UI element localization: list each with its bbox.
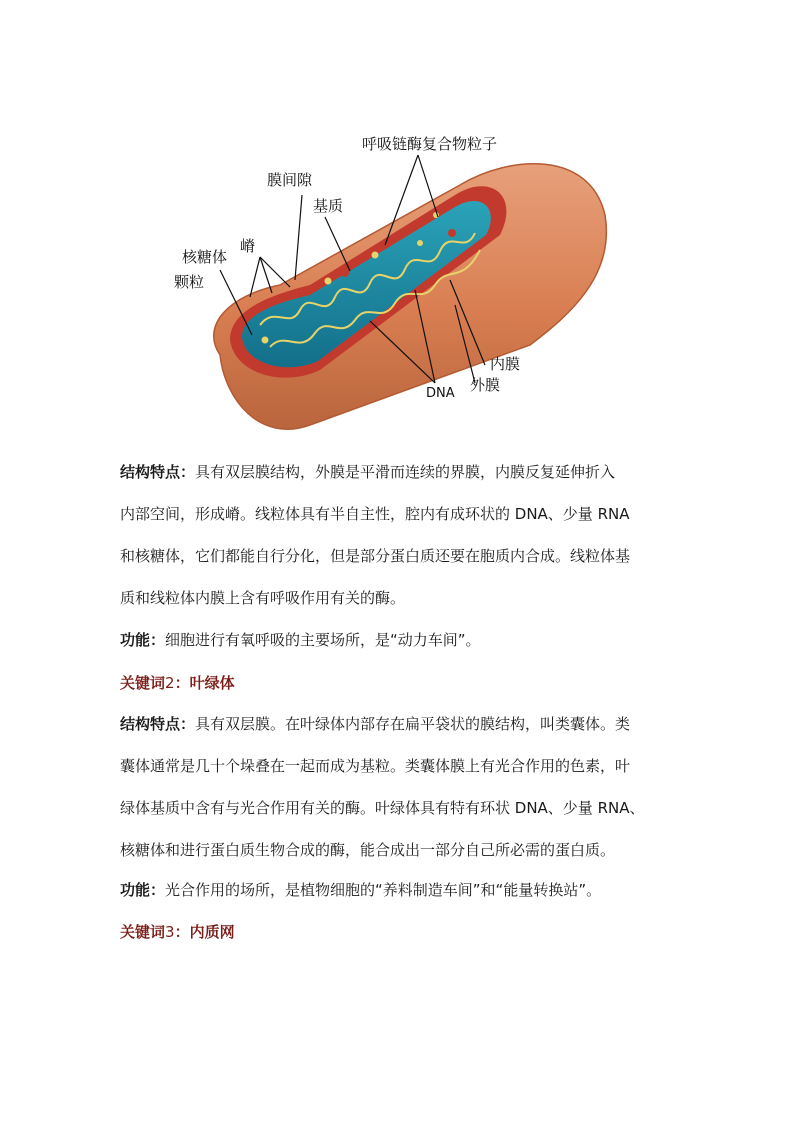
function-text: 细胞进行有氧呼吸的主要场所，是“动力车间”。	[165, 631, 481, 649]
keyword-prefix: 关键词	[120, 674, 166, 692]
label-matrix: 基质	[313, 197, 344, 215]
line-2: 囊体通常是几十个垛叠在一起而成为基粒。类囊体膜上有光合作用的色素，叶	[120, 757, 631, 775]
keyword-number: 2	[165, 674, 175, 692]
line-3: 绿体基质中含有与光合作用有关的酶。叶绿体具有特有环状 DNA、少量 RNA、	[120, 799, 645, 817]
keyword-number: 3	[165, 923, 175, 941]
label-respiratory-particle: 呼吸链酶复合物粒子	[362, 135, 498, 153]
label-dna: DNA	[426, 386, 455, 401]
mitochondrion-figure	[174, 125, 615, 445]
function-text: 光合作用的场所，是植物细胞的“养料制造车间”和“能量转换站”。	[165, 881, 602, 899]
line-1	[120, 714, 680, 734]
paragraph-function-mitochondria	[120, 630, 680, 650]
label-ribosome: 核糖体	[182, 248, 228, 266]
keyword-prefix: 关键词	[120, 923, 166, 941]
keyword-heading-3	[120, 921, 235, 942]
text: 具有双层膜。在叶绿体内部存在扁平袋状的膜结构，叫类囊体。类	[195, 715, 631, 733]
label-granule: 颗粒	[174, 273, 205, 291]
label-intermembrane-space: 膜间隙	[267, 171, 313, 189]
label-outer-membrane: 外膜	[470, 376, 501, 394]
mitochondrion-diagram	[174, 125, 615, 445]
line-4: 质和线粒体内膜上含有呼吸作用有关的酶。	[120, 589, 406, 607]
paragraph-function-chloroplast	[120, 880, 680, 900]
text: 具有双层膜结构，外膜是平滑而连续的界膜，内膜反复延伸折入	[195, 463, 616, 481]
line-2: 内部空间，形成嵴。线粒体具有半自主性，腔内有成环状的 DNA、少量 RNA	[120, 505, 630, 523]
keyword-title: ：叶绿体	[174, 674, 235, 692]
label-inner-membrane: 内膜	[490, 355, 521, 373]
function-label: 功能：	[120, 881, 166, 899]
line-1	[120, 462, 680, 482]
function-label: 功能：	[120, 631, 166, 649]
structure-label: 结构特点：	[120, 715, 196, 733]
paragraph-structure-mitochondria	[120, 462, 680, 608]
keyword-heading-2	[120, 672, 235, 693]
paragraph-structure-chloroplast	[120, 714, 680, 860]
structure-label: 结构特点：	[120, 463, 196, 481]
keyword-title: ：内质网	[174, 923, 235, 941]
line-4: 核糖体和进行蛋白质生物合成的酶，能合成出一部分自己所必需的蛋白质。	[120, 841, 616, 859]
line-3: 和核糖体，它们都能自行分化，但是部分蛋白质还要在胞质内合成。线粒体基	[120, 547, 631, 565]
label-cristae: 嵴	[240, 237, 256, 255]
